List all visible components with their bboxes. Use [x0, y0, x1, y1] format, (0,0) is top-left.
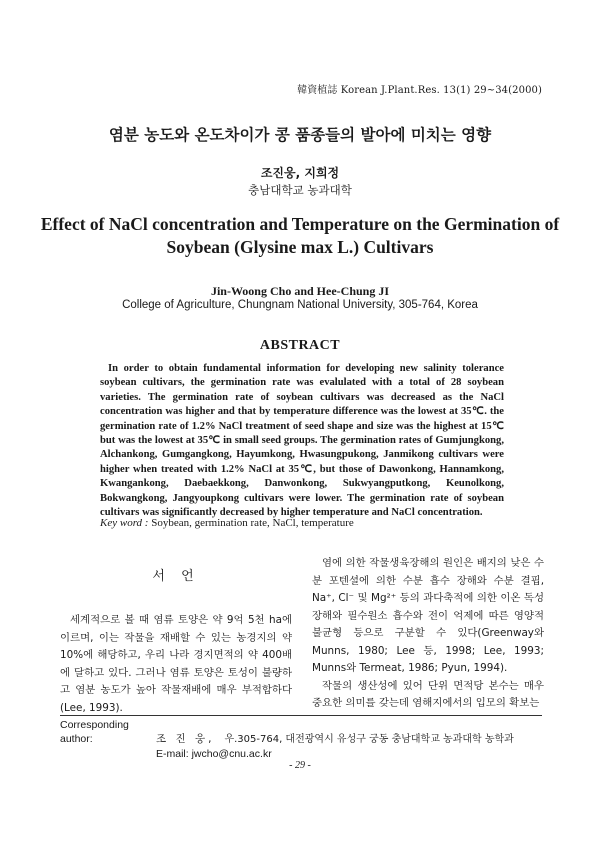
footnote-address: 우.305-764, 대전광역시 유성구 궁동 충남대학교 농과대학 농학과	[224, 734, 514, 745]
page-number: - 29 -	[289, 760, 311, 771]
left-column	[60, 565, 292, 717]
keywords-value: Soybean, germination rate, NaCl, temperature	[151, 517, 354, 529]
intro-paragraph-right-1: 염에 의한 작물생육장해의 원인은 배지의 낮은 수분 포텐셜에 의한 수분 흡수 장해와 수분 결핍, Na⁺, Cl⁻ 및 Mg²⁺ 등의 과다축적에 의한 이온 독성장해와 필수원소 흡수와 전이 억제에 따른 영양적 불균형 등으로 구분할 수 있다(Greenway와 Munns, 1980; Lee 등, 1998; Lee, 1993; Munns와 Termeat, 1986; Pyun, 1994).	[312, 557, 544, 674]
english-title: Effect of NaCl concentration and Temperature on the Germination of Soybean (Glysine max L.) Cultivars	[40, 214, 560, 257]
english-affiliation: College of Agriculture, Chungnam National University, 305-764, Korea	[122, 299, 478, 311]
intro-paragraph-left: 세계적으로 볼 때 염류 토양은 약 9억 5천 ha에 이르며, 이는 작물을 재배할 수 있는 농경지의 약 10%에 해당하고, 우리 나라 경지면적의 약 400배에 달하고 있다. 그러나 염류 토양은 토성이 불량하고 염분 농도가 높아 작물재배에 매우 부적합하다(Lee, 1993).	[60, 614, 292, 714]
corresponding-author-footnote	[60, 718, 514, 761]
footnote-email: E-mail: jwcho@cnu.ac.kr	[156, 748, 272, 760]
keywords-label: Key word :	[100, 517, 149, 529]
english-authors: Jin-Woong Cho and Hee-Chung JI	[210, 284, 390, 298]
section-heading-introduction: 서 언	[152, 569, 200, 584]
footnote-divider	[60, 715, 542, 716]
korean-affiliation: 충남대학교 농과대학	[248, 183, 352, 197]
journal-reference: 韓資植誌 Korean J.Plant.Res. 13(1) 29~34(2000)	[297, 85, 542, 96]
korean-authors: 조진웅, 지희정	[260, 166, 340, 180]
abstract-body: In order to obtain fundamental information for developing new salinity tolerance soybean cultivars, the germination rate was evalulated with a total of 28 soybean varieties. The germination rate of soybean cultivars was decreased as the NaCl concentration was higher and that by temperature difference was the lowest at 35℃. the germination rate of 1.2% NaCl treatment of seed shape and size was the highest at 15℃ but was the lowest at 35℃ in small seed groups. The germination rates of Gumjungkong, Alchankong, Gumgangkong, Hayumkong, Hwasungpukong, Janmikong cultivars were higher when treated with 1.2% NaCl at 35℃, but those of Dawonkong, Hannamkong, Kwangankong, Daebaekkong, Danwonkong, Sukwyangputkong, Keunolkong, Bokwangkong, Jangyoupkong cultivars were lower. The germination rate of soybean cultivars was significantly decreased by higher temperature and NaCl concentration.	[100, 363, 504, 519]
keywords	[100, 517, 354, 529]
abstract-heading: ABSTRACT	[259, 338, 341, 353]
right-column	[312, 555, 544, 713]
korean-title: 염분 농도와 온도차이가 콩 품종들의 발아에 미치는 영향	[108, 126, 492, 144]
intro-paragraph-right-2: 작물의 생산성에 있어 단위 면적당 본수는 매우 중요한 의미를 갖는데 염해지에서의 입모의 확보는	[312, 679, 544, 709]
footnote-label: Corresponding author:	[60, 719, 129, 745]
footnote-author-name: 조 진 웅,	[156, 733, 215, 745]
